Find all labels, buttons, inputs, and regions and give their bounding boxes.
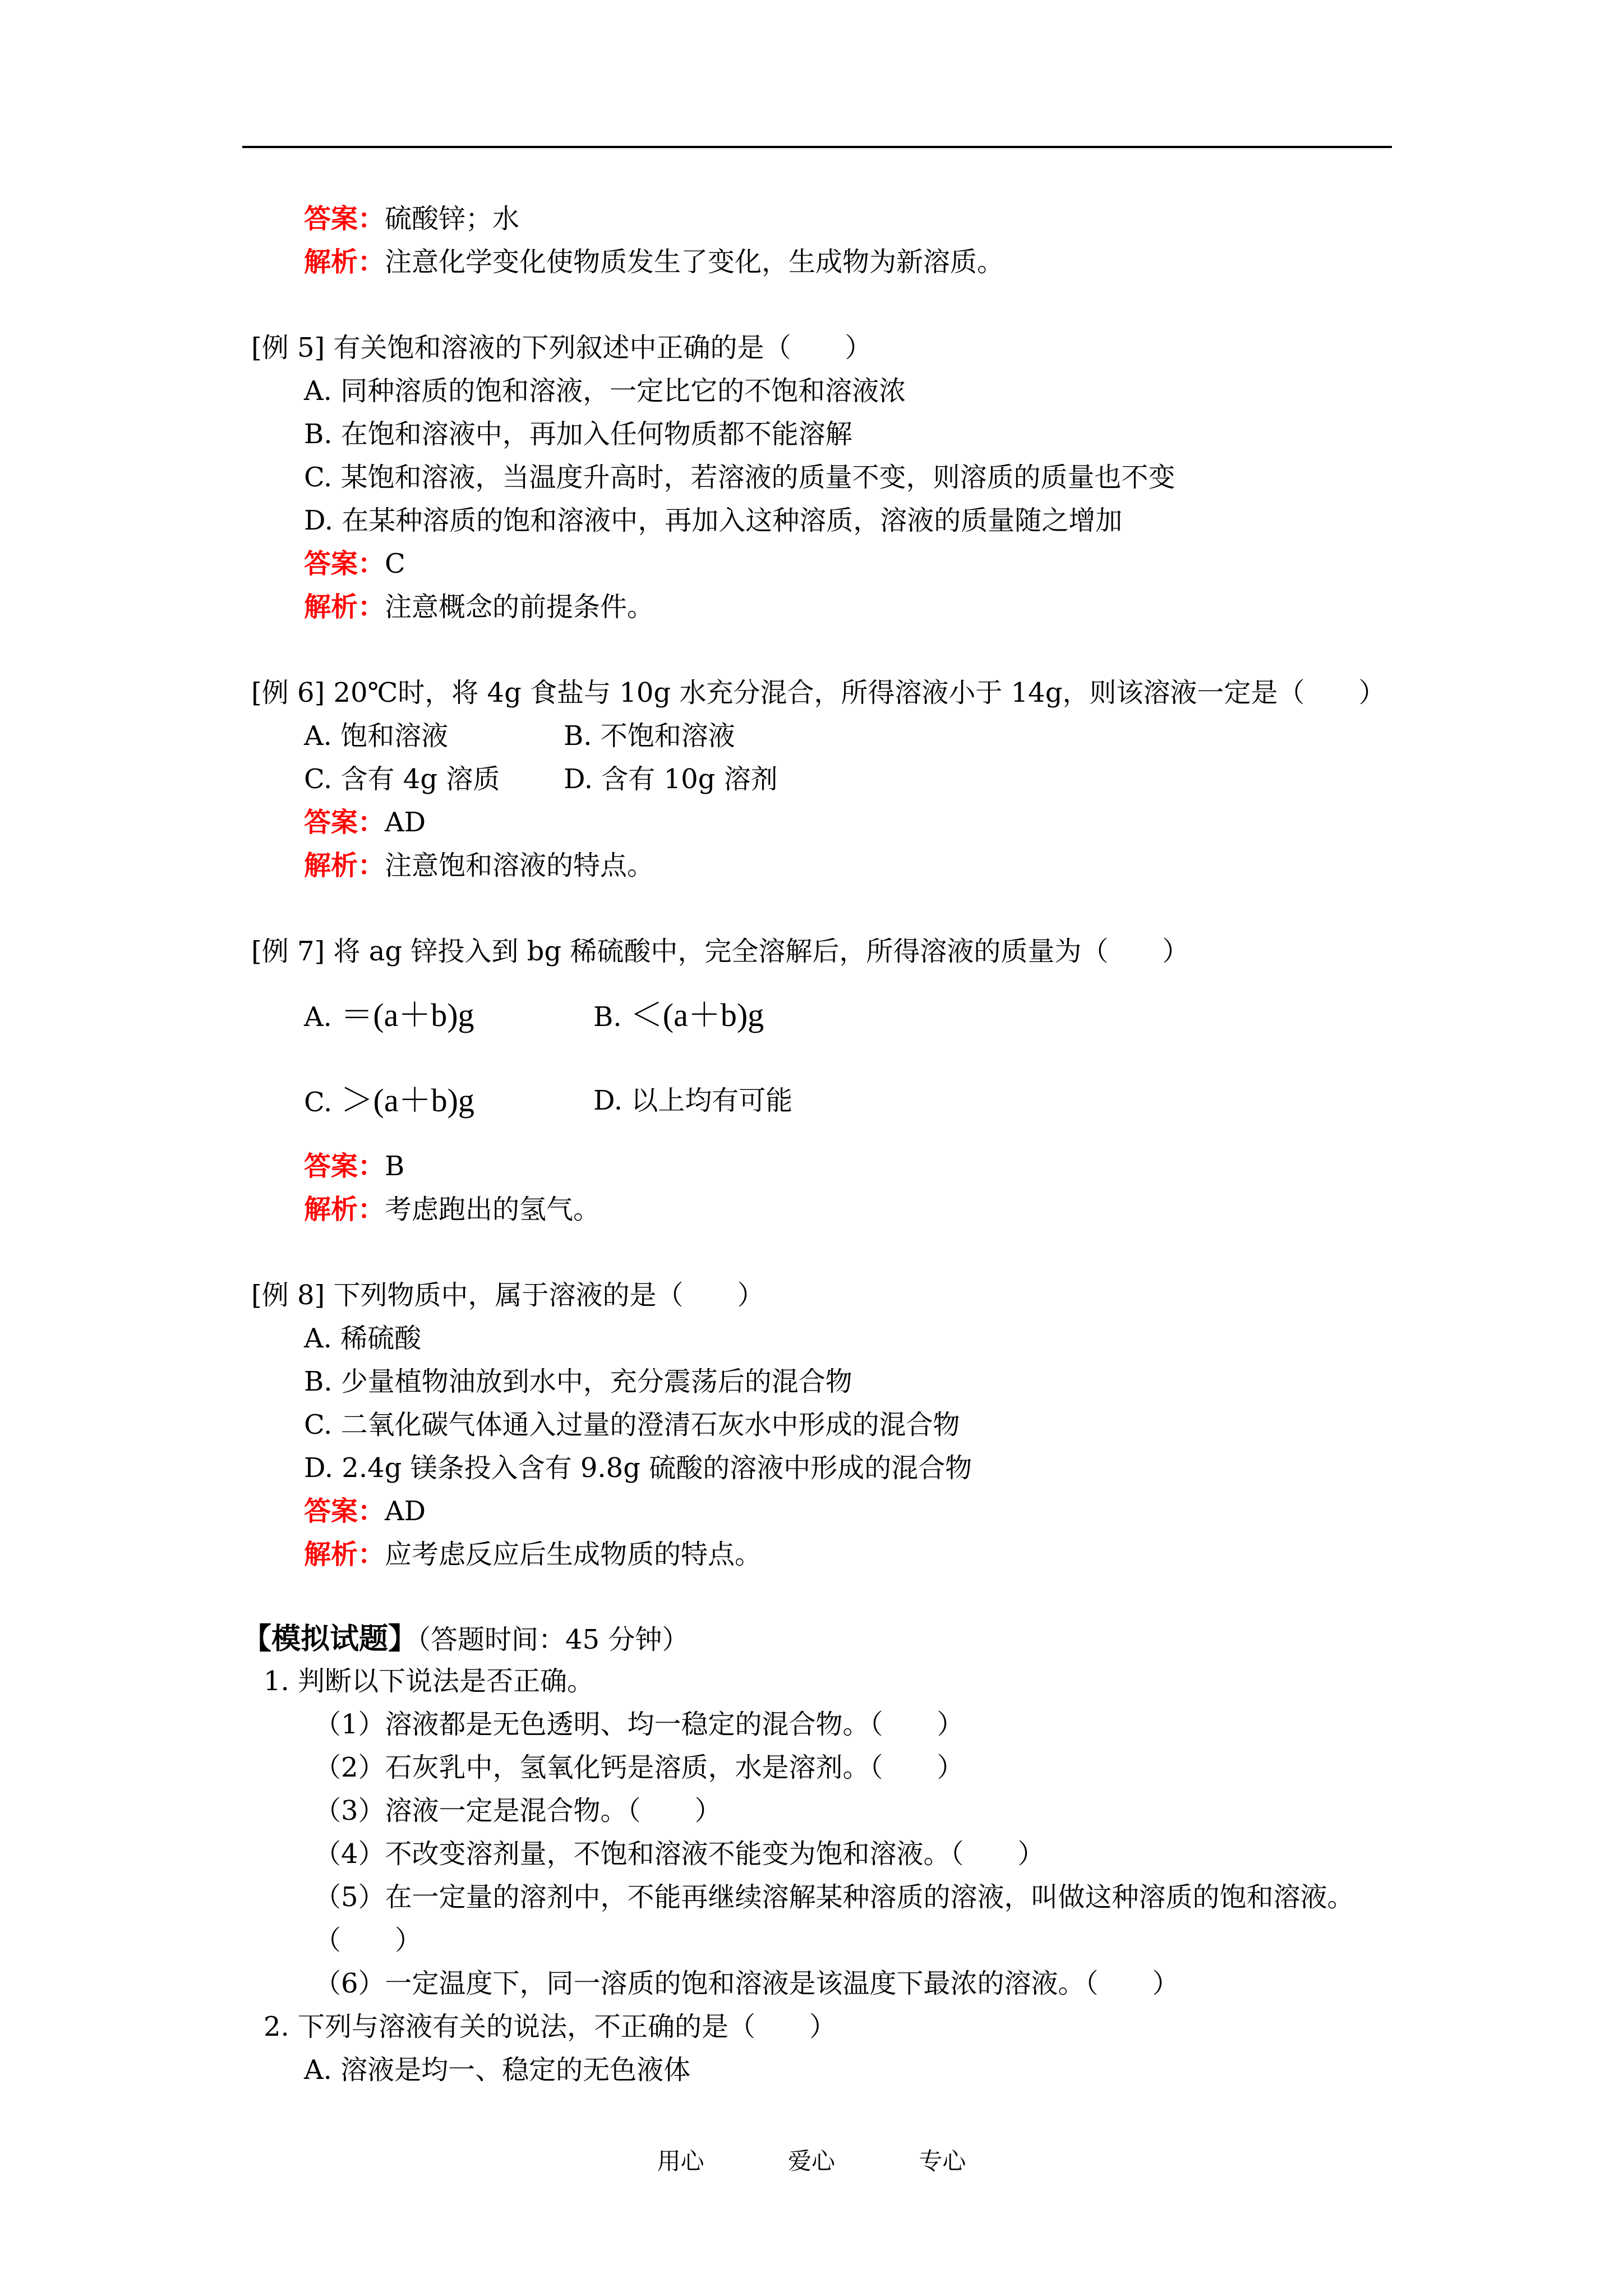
footer-text: 用心	[657, 2147, 704, 2175]
answer-text: AD	[385, 1496, 426, 1527]
analysis-text: 考虑跑出的氢气。	[385, 1194, 601, 1225]
option-d: D. 2.4g 镁条投入含有 9.8g 硫酸的溶液中形成的混合物	[304, 1452, 972, 1484]
analysis-text: 注意饱和溶液的特点。	[385, 850, 654, 881]
analysis-label: 解析：	[304, 246, 385, 278]
answer-line	[304, 547, 405, 581]
math-expression: ＞(a＋b)g	[340, 1082, 474, 1119]
analysis-line	[304, 1538, 762, 1571]
analysis-line	[304, 1193, 600, 1226]
option-b: B. 在饱和溶液中，再加入任何物质都不能溶解	[304, 418, 852, 450]
problem-item: （5）在一定量的溶剂中，不能再继续溶解某种溶质的溶液，叫做这种溶质的饱和溶液。	[314, 1881, 1354, 1913]
page-footer	[0, 2146, 1623, 2177]
section-note: （答题时间：45 分钟）	[417, 1624, 689, 1655]
option-c	[304, 1084, 474, 1119]
answer-line	[304, 806, 426, 839]
problem-item: （3）溶液一定是混合物。（ ）	[314, 1795, 722, 1826]
question-stem: [例 5] 有关饱和溶液的下列叙述中正确的是（ ）	[251, 332, 872, 364]
analysis-label: 解析：	[304, 1539, 385, 1570]
analysis-text: 注意化学变化使物质发生了变化，生成物为新溶质。	[385, 246, 1004, 278]
problem-item: （1）溶液都是无色透明、均一稳定的混合物。（ ）	[314, 1709, 964, 1740]
answer-label: 答案：	[304, 807, 385, 838]
answer-label: 答案：	[304, 203, 385, 234]
section-heading	[242, 1622, 689, 1657]
analysis-label: 解析：	[304, 850, 385, 881]
option-a: A. 溶液是均一、稳定的无色液体	[304, 2054, 691, 2086]
question-stem: [例 8] 下列物质中，属于溶液的是（ ）	[251, 1280, 764, 1311]
option-a: A. 同种溶质的饱和溶液，一定比它的不饱和溶液浓	[304, 375, 906, 407]
option-a: A. 稀硫酸	[304, 1323, 422, 1354]
footer-text: 专心	[919, 2147, 966, 2175]
question-stem: [例 6] 20℃时，将 4g 食盐与 10g 水充分混合，所得溶液小于 14g，则该溶液一定是（ ）	[251, 677, 1386, 708]
option-d: D. 以上均有可能	[593, 1085, 793, 1116]
header-rule	[242, 146, 1392, 148]
footer-text: 爱心	[787, 2147, 835, 2175]
option-a: A. 饱和溶液	[304, 720, 449, 752]
answer-line	[304, 202, 519, 236]
answer-text: C	[385, 548, 405, 579]
option-c: C. 二氧化碳气体通入过量的澄清石灰水中形成的混合物	[304, 1409, 960, 1441]
problem-stem: 2. 下列与溶液有关的说法，不正确的是（ ）	[264, 2011, 837, 2042]
question-stem: [例 7] 将 ag 锌投入到 bg 稀硫酸中，完全溶解后，所得溶液的质量为（ ）	[251, 936, 1189, 967]
problem-stem: 1. 判断以下说法是否正确。	[264, 1665, 594, 1697]
answer-label: 答案：	[304, 1151, 385, 1182]
answer-line	[304, 1494, 426, 1528]
option-c: C. 某饱和溶液，当温度升高时，若溶液的质量不变，则溶质的质量也不变	[304, 462, 1175, 493]
analysis-line	[304, 849, 654, 882]
analysis-line	[304, 245, 1004, 279]
analysis-text: 注意概念的前提条件。	[385, 591, 654, 623]
option-letter: C.	[304, 1087, 333, 1118]
option-d: D. 含有 10g 溶剂	[564, 763, 778, 795]
option-d: D. 在某种溶质的饱和溶液中，再加入这种溶质，溶液的质量随之增加	[304, 505, 1123, 536]
problem-item: （2）石灰乳中，氢氧化钙是溶质，水是溶剂。（ ）	[314, 1752, 964, 1783]
option-a	[304, 999, 474, 1034]
option-b: B. 少量植物油放到水中，充分震荡后的混合物	[304, 1366, 852, 1397]
analysis-label: 解析：	[304, 591, 385, 623]
option-letter: A.	[304, 1001, 332, 1033]
problem-item-blank: （ ）	[314, 1925, 422, 1956]
answer-text: B	[385, 1151, 405, 1182]
answer-label: 答案：	[304, 1496, 385, 1527]
option-b	[593, 999, 764, 1034]
analysis-line	[304, 590, 654, 624]
analysis-label: 解析：	[304, 1194, 385, 1225]
answer-label: 答案：	[304, 548, 385, 579]
answer-text: AD	[385, 807, 426, 838]
math-expression: ＜(a＋b)g	[630, 997, 764, 1033]
option-letter: B.	[593, 1001, 622, 1033]
answer-text: 硫酸锌；水	[385, 203, 520, 234]
analysis-text: 应考虑反应后生成物质的特点。	[385, 1539, 762, 1570]
math-expression: ＝(a＋b)g	[340, 997, 474, 1033]
option-b: B. 不饱和溶液	[564, 720, 735, 752]
problem-item: （6）一定温度下，同一溶质的饱和溶液是该温度下最浓的溶液。（ ）	[314, 1968, 1179, 1999]
option-c: C. 含有 4g 溶质	[304, 763, 500, 795]
problem-item: （4）不改变溶剂量，不饱和溶液不能变为饱和溶液。（ ）	[314, 1838, 1045, 1870]
answer-line	[304, 1149, 404, 1183]
section-title: 【模拟试题】	[242, 1622, 418, 1656]
